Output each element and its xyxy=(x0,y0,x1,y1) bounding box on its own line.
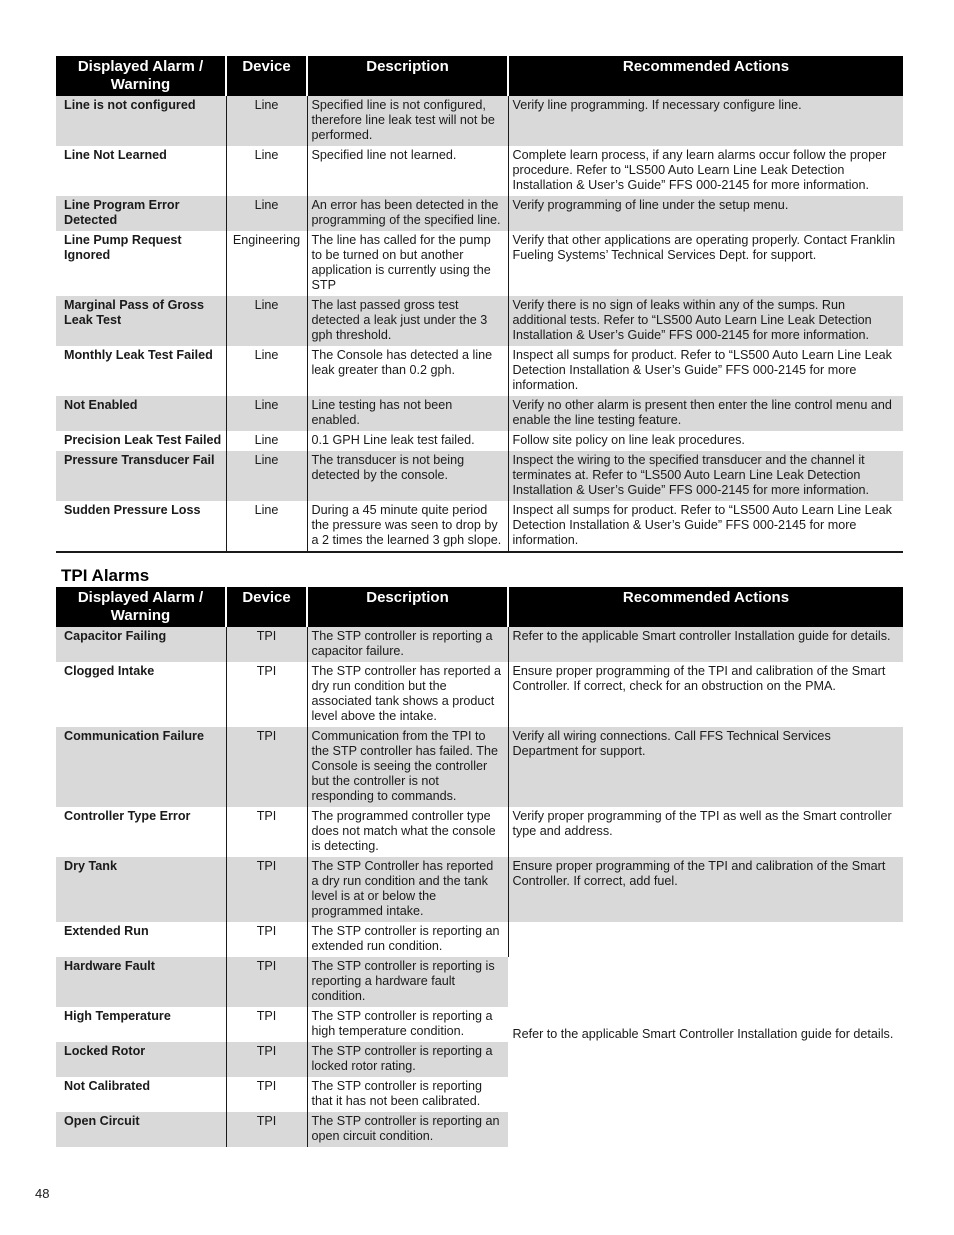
action-cell: Inspect all sumps for product. Refer to “LS500 Auto Learn Line Leak Detection Installation & User’s Guide” FFS 000-2145 for more information. xyxy=(508,501,903,552)
device-cell: TPI xyxy=(226,807,307,857)
device-cell: TPI xyxy=(226,1077,307,1112)
description-cell: The programmed controller type does not match what the console is detecting. xyxy=(307,807,508,857)
action-cell: Verify there is no sign of leaks within any of the sumps. Run additional tests. Refer to “LS500 Auto Learn Line Leak Detection Installation & User’s Guide” FFS 000-2145 for more information. xyxy=(508,296,903,346)
section-title-tpi-alarms: TPI Alarms xyxy=(61,566,150,585)
alarm-name-cell: Not Calibrated xyxy=(56,1077,226,1112)
table-row xyxy=(56,727,903,807)
description-cell: The transducer is not being detected by the console. xyxy=(307,451,508,501)
page-number: 48 xyxy=(35,1186,50,1201)
device-cell: Line xyxy=(226,501,307,552)
alarm-name-cell: Extended Run xyxy=(56,922,226,957)
device-cell: TPI xyxy=(226,857,307,922)
device-cell: TPI xyxy=(226,922,307,957)
table-row xyxy=(56,662,903,727)
header-device: Device xyxy=(226,56,307,96)
alarm-name-cell: Locked Rotor xyxy=(56,1042,226,1077)
table-row xyxy=(56,146,903,196)
header-alarm: Displayed Alarm / Warning xyxy=(56,56,226,96)
description-cell: Line testing has not been enabled. xyxy=(307,396,508,431)
alarm-name-cell: Line is not configured xyxy=(56,96,226,146)
action-cell: Inspect all sumps for product. Refer to “LS500 Auto Learn Line Leak Detection Installation & User’s Guide” FFS 000-2145 for more information. xyxy=(512,348,892,392)
action-cell: Verify that other applications are operating properly. Contact Franklin Fueling Systems’ Technical Services Dept. for support. xyxy=(512,233,896,262)
device-cell: Line xyxy=(226,296,307,346)
alarm-name-cell: Clogged Intake xyxy=(56,662,226,727)
description-cell: 0.1 GPH Line leak test failed. xyxy=(307,431,508,451)
header-actions: Recommended Actions xyxy=(508,587,903,627)
table-row xyxy=(56,922,903,957)
alarm-name-cell: Sudden Pressure Loss xyxy=(56,501,226,552)
alarm-name-cell: Line Not Learned xyxy=(56,146,226,196)
action-cell: Verify programming of line under the setup menu. xyxy=(508,196,903,231)
action-cell: Verify line programming. If necessary configure line. xyxy=(508,96,903,146)
alarm-name-cell: Monthly Leak Test Failed xyxy=(56,346,226,396)
table-row xyxy=(56,857,903,922)
device-cell: Engineering xyxy=(226,231,307,296)
table-row xyxy=(56,431,903,451)
description-cell: The STP controller is reporting an open circuit condition. xyxy=(307,1112,508,1147)
description-cell: The STP controller is reporting a high temperature condition. xyxy=(311,1009,493,1038)
header-description: Description xyxy=(307,587,508,627)
device-cell: Line xyxy=(226,196,307,231)
tpi-alarms-table xyxy=(56,587,903,1147)
action-cell: Follow site policy on line leak procedures. xyxy=(512,433,745,447)
alarm-name-cell: Hardware Fault xyxy=(56,957,226,1007)
action-cell: Verify no other alarm is present then enter the line control menu and enable the line testing feature. xyxy=(508,396,903,431)
alarm-name-cell: Capacitor Failing xyxy=(56,627,226,662)
device-cell: TPI xyxy=(226,957,307,1007)
alarm-name-cell: Dry Tank xyxy=(56,857,226,922)
alarm-name-cell: Pressure Transducer Fail xyxy=(56,451,226,501)
device-cell: Line xyxy=(226,451,307,501)
device-cell: Line xyxy=(226,396,307,431)
action-cell: Ensure proper programming of the TPI and calibration of the Smart Controller. If correct, check for an obstruction on the PMA. xyxy=(512,664,886,693)
action-cell: Inspect the wiring to the specified transducer and the channel it terminates at. Refer to “LS500 Auto Learn Line Leak Detection Installation & User’s Guide” FFS 000-2145 for more information. xyxy=(508,451,903,501)
description-cell: The Console has detected a line leak greater than 0.2 gph. xyxy=(307,346,508,396)
line-alarms-table xyxy=(56,56,903,553)
table-row xyxy=(56,296,903,346)
description-cell: The STP controller is reporting a capacitor failure. xyxy=(307,627,508,662)
alarm-name-cell: High Temperature xyxy=(56,1007,226,1042)
table-row xyxy=(56,807,903,857)
alarm-name-cell: Not Enabled xyxy=(56,396,226,431)
table-row xyxy=(56,346,903,396)
header-description: Description xyxy=(307,56,508,96)
description-cell: The STP controller is reporting is reporting a hardware fault condition. xyxy=(307,957,508,1007)
description-cell: The STP controller has reported a dry run condition but the associated tank shows a product level above the intake. xyxy=(307,662,508,727)
description-cell: The line has called for the pump to be turned on but another application is currently using the STP xyxy=(307,231,508,296)
table-header-row xyxy=(56,56,903,96)
description-cell: An error has been detected in the programming of the specified line. xyxy=(307,196,508,231)
device-cell: TPI xyxy=(226,1007,307,1042)
description-cell: The STP controller is reporting a locked rotor rating. xyxy=(307,1042,508,1077)
device-cell: TPI xyxy=(226,727,307,807)
table-row xyxy=(56,231,903,296)
action-cell: Complete learn process, if any learn alarms occur follow the proper procedure. Refer to “LS500 Auto Learn Line Leak Detection Installation & User’s Guide” FFS 000-2145 for more information. xyxy=(512,148,887,192)
header-alarm: Displayed Alarm / Warning xyxy=(56,587,226,627)
alarm-name-cell: Line Program Error Detected xyxy=(56,196,226,231)
table-row xyxy=(56,196,903,231)
table-header-row xyxy=(56,587,903,627)
description-cell: Specified line not learned. xyxy=(307,146,508,196)
device-cell: TPI xyxy=(226,1112,307,1147)
action-cell: Verify proper programming of the TPI as well as the Smart controller type and address. xyxy=(512,809,892,838)
description-cell: Communication from the TPI to the STP controller has failed. The Console is seeing the controller but the controller is not responding to commands. xyxy=(307,727,508,807)
table-row xyxy=(56,396,903,431)
alarm-name-cell: Precision Leak Test Failed xyxy=(56,431,226,451)
merged-action-cell: Refer to the applicable Smart Controller Installation guide for details. xyxy=(508,922,903,1147)
table-row xyxy=(56,96,903,146)
action-cell: Ensure proper programming of the TPI and calibration of the Smart Controller. If correct, add fuel. xyxy=(508,857,903,922)
description-cell: The STP controller is reporting that it has not been calibrated. xyxy=(311,1079,483,1108)
device-cell: Line xyxy=(226,346,307,396)
table-row xyxy=(56,627,903,662)
device-cell: TPI xyxy=(226,627,307,662)
table-row xyxy=(56,451,903,501)
alarm-name-cell: Open Circuit xyxy=(56,1112,226,1147)
alarm-name-cell: Communication Failure xyxy=(56,727,226,807)
alarm-name-cell: Controller Type Error xyxy=(56,807,226,857)
header-actions: Recommended Actions xyxy=(508,56,903,96)
description-cell: The STP Controller has reported a dry run condition and the tank level is at or below the programmed intake. xyxy=(307,857,508,922)
description-cell: Specified line is not configured, therefore line leak test will not be performed. xyxy=(307,96,508,146)
description-cell: The STP controller is reporting an extended run condition. xyxy=(307,922,508,957)
alarm-name-cell: Marginal Pass of Gross Leak Test xyxy=(56,296,226,346)
device-cell: TPI xyxy=(226,1042,307,1077)
device-cell: Line xyxy=(226,146,307,196)
description-cell: During a 45 minute quite period the pressure was seen to drop by a 2 times the learned 3 gph slope. xyxy=(307,501,508,552)
table-row xyxy=(56,501,903,552)
header-device: Device xyxy=(226,587,307,627)
action-cell: Verify all wiring connections. Call FFS Technical Services Department for support. xyxy=(508,727,903,807)
description-cell: The last passed gross test detected a leak just under the 3 gph threshold. xyxy=(307,296,508,346)
device-cell: TPI xyxy=(226,662,307,727)
action-cell: Refer to the applicable Smart controller Installation guide for details. xyxy=(508,627,903,662)
alarm-name-cell: Line Pump Request Ignored xyxy=(56,231,226,296)
device-cell: Line xyxy=(226,431,307,451)
device-cell: Line xyxy=(226,96,307,146)
